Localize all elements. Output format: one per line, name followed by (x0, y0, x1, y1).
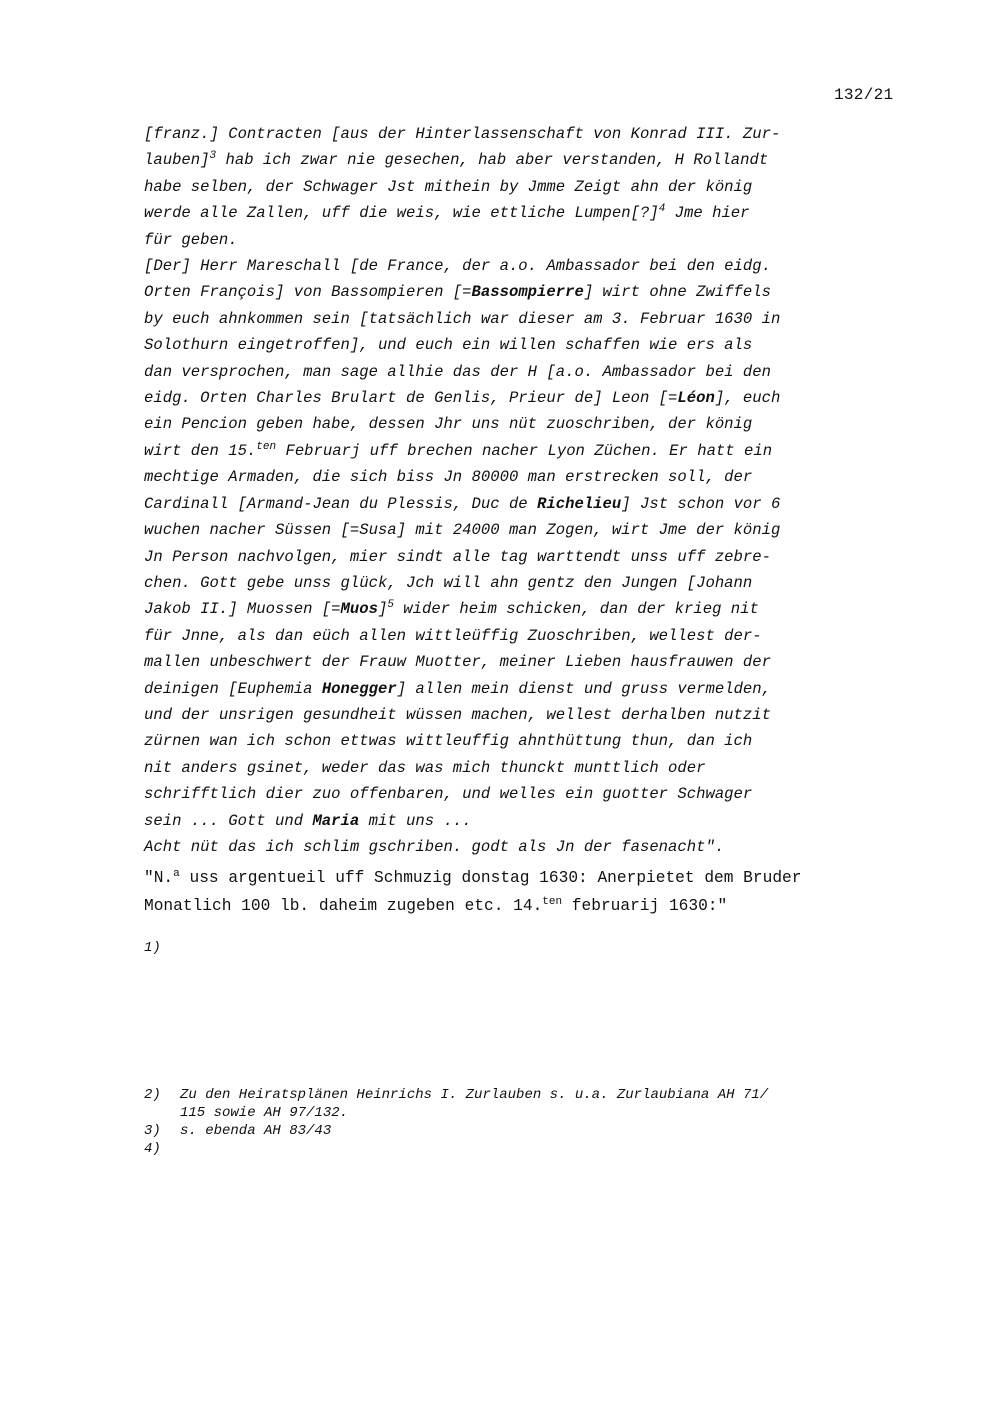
text-line: [Der] Herr Mareschall [de France, der a.o. Ambassador bei den eidg. (144, 257, 771, 276)
text-line: eidg. Orten Charles Brulart de Genlis, Prieur de] Leon [= (144, 389, 678, 408)
footnote-text: s. ebenda AH 83/43 (180, 1123, 332, 1139)
name-highlight: Richelieu (537, 494, 622, 513)
text-line: Jakob II.] Muossen [= (144, 600, 341, 619)
text-line: wirt den 15. (144, 441, 257, 460)
name-highlight: Léon (677, 389, 715, 408)
page-number: 132/21 (834, 86, 894, 104)
footnote-ref: 5 (387, 599, 394, 612)
text-line: habe selben, der Schwager Jst mithein by Jmme Zeigt ahn der könig (144, 177, 753, 196)
footnote-text-line: Zu den Heiratsplänen Heinrichs I. Zurlauben s. u.a. Zurlaubiana AH 71/ (180, 1087, 769, 1103)
name-highlight: Honegger (321, 679, 397, 698)
name-highlight: Bassompierre (471, 283, 584, 302)
quoted-record (144, 864, 924, 920)
text-line: Orten François] von Bassompieren [= (144, 283, 472, 302)
footnote-1-number: 1) (144, 940, 161, 956)
footnote-number: 4) (144, 1141, 161, 1157)
text-line: ein Pencion geben habe, dessen Jhr uns nüt zuoschriben, der könig (144, 415, 753, 434)
footnote-number: 2) (144, 1087, 161, 1103)
footnote-number: 3) (144, 1123, 161, 1139)
text-line: wuchen nacher Süssen [=Susa] mit 24000 man Zogen, wirt Jme der könig (144, 521, 781, 540)
footnote-text-line: 115 sowie AH 97/132. (180, 1105, 349, 1121)
text-line: lauben] (144, 151, 210, 170)
text-line: Jn Person nachvolgen, mier sindt alle tag warttendt unss uff zebre- (144, 547, 771, 566)
text-line: ], euch (714, 389, 781, 408)
footnote-text (180, 1086, 768, 1122)
text-line: mechtige Armaden, die sich biss Jn 80000 man erstrecken soll, der (144, 468, 753, 487)
text-line: Jme hier (665, 204, 750, 223)
footnote-2 (144, 1086, 924, 1122)
text-line: uss argentueil uff Schmuzig donstag 1630: Anerpietet dem Bruder (179, 869, 802, 887)
text-line: schrifftlich dier zuo offenbaren, und welles ein guotter Schwager (144, 785, 753, 804)
superscript: ten (256, 440, 277, 453)
text-line: ] wirt ohne Zwiffels (583, 283, 771, 302)
text-line: und der unsrigen gesundheit wüssen machen, wellest derhalben nutzit (144, 705, 771, 724)
text-line: [franz.] Contracten [aus der Hinterlassenschaft von Konrad III. Zur- (144, 125, 781, 143)
text-line: chen. Gott gebe unss glück, Jch will ahn gentz den Jungen [Johann (144, 573, 753, 592)
text-line: mit uns ... (359, 811, 472, 830)
text-line: sein ... Gott und (144, 811, 313, 830)
text-line: mallen unbeschwert der Frauw Muotter, meiner Lieben hausfrauwen der (144, 653, 771, 672)
footnote-ref: 4 (658, 203, 666, 216)
text-line: für Jnne, als dan eüch allen wittleüffig Zuoschriben, wellest der- (144, 626, 762, 645)
text-line: februarij 1630:" (562, 897, 728, 915)
text-line: deinigen [Euphemia (144, 679, 322, 698)
superscript: a (173, 868, 180, 880)
superscript: ten (542, 896, 563, 908)
text-line: dan versprochen, man sage allhie das der H [a.o. Ambassador bei den (144, 362, 771, 381)
text-line: ] Jst schon vor 6 (621, 494, 781, 513)
text-line: Acht nüt das ich schlim gschriben. godt als Jn der fasenacht". (144, 837, 725, 856)
text-line: Solothurn eingetroffen], und euch ein willen schaffen wie ers als (144, 336, 753, 355)
letter-transcription (144, 121, 924, 860)
text-line: by euch ahnkommen sein [tatsächlich war dieser am 3. Februar 1630 in (144, 309, 781, 328)
text-line: Monatlich 100 lb. daheim zugeben etc. 14. (144, 897, 543, 915)
text-line: Februarj uff brechen nacher Lyon Züchen. Er hatt ein (276, 441, 773, 460)
footnote-4 (144, 1140, 924, 1158)
text-line: wider heim schicken, dan der krieg nit (393, 600, 759, 619)
text-line: werde alle Zallen, uff die weis, wie ettliche Lumpen[?] (144, 204, 659, 223)
name-highlight: Maria (312, 811, 360, 830)
text-line: Cardinall [Armand-Jean du Plessis, Duc de (144, 494, 538, 513)
text-line: ] allen mein dienst und gruss vermelden, (396, 679, 771, 698)
text-line: ] (377, 600, 388, 619)
name-highlight: Muos (340, 600, 378, 619)
text-line: für geben. (144, 230, 238, 249)
text-line: zürnen wan ich schon ettwas wittleuffig ahnthüttung thun, dan ich (144, 732, 753, 751)
text-line: nit anders gsinet, weder das was mich thunckt munttlich oder (144, 758, 706, 777)
footnotes (144, 1086, 924, 1158)
footnote-3 (144, 1122, 924, 1140)
footnote-ref: 3 (209, 150, 217, 163)
text-line: hab ich zwar nie gesechen, hab aber verstanden, H Rollandt (216, 151, 769, 170)
text-line: "N. (144, 869, 174, 887)
